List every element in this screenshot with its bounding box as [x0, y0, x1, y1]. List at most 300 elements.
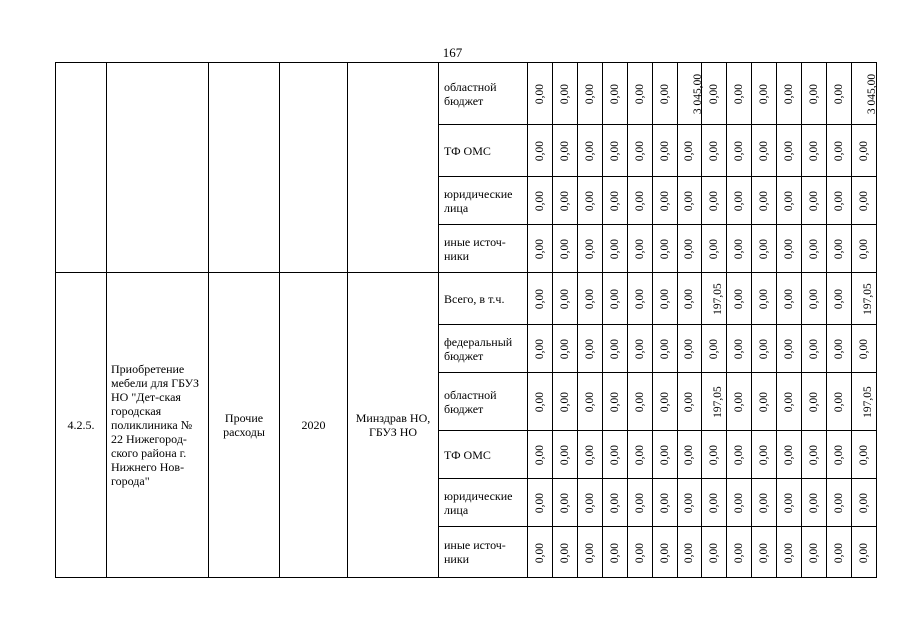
value-text: 0,00 — [583, 140, 596, 162]
value-text: 0,00 — [683, 492, 696, 514]
value-cell — [727, 273, 752, 325]
value-cell — [827, 431, 852, 479]
value-text: 197,05 — [861, 386, 874, 418]
value-cell — [802, 273, 827, 325]
value-text: 0,00 — [683, 338, 696, 360]
value-text: 0,00 — [857, 140, 870, 162]
value-cell — [851, 225, 876, 273]
value-text: 0,00 — [808, 238, 821, 260]
value-text: 0,00 — [608, 238, 621, 260]
value-cell — [528, 431, 553, 479]
value-text: 0,00 — [658, 238, 671, 260]
value-text: 0,00 — [683, 542, 696, 563]
value-cell — [627, 273, 652, 325]
value-cell — [802, 63, 827, 125]
value-text: 0,00 — [833, 83, 846, 105]
value-text: 0,00 — [558, 140, 571, 162]
value-text: 0,00 — [583, 391, 596, 413]
value-cell — [752, 527, 777, 578]
value-cell — [752, 177, 777, 225]
value-cell — [777, 373, 802, 431]
value-text: 197,05 — [712, 386, 725, 418]
value-cell — [528, 373, 553, 431]
value-text: 0,00 — [833, 288, 846, 310]
value-cell — [827, 273, 852, 325]
value-text: 0,00 — [633, 391, 646, 413]
value-text: 0,00 — [808, 190, 821, 212]
value-cell — [802, 177, 827, 225]
value-text: 0,00 — [783, 140, 796, 162]
funding-source-cell: ТФ ОМС — [439, 125, 528, 177]
value-text: 0,00 — [833, 542, 846, 563]
value-text: 0,00 — [533, 238, 546, 260]
value-text: 0,00 — [783, 288, 796, 310]
value-cell — [602, 479, 627, 527]
value-text: 0,00 — [558, 288, 571, 310]
funding-source-cell: иные источ-ники — [439, 527, 528, 578]
page-number: 167 — [442, 45, 463, 60]
value-text: 0,00 — [708, 338, 721, 360]
value-cell — [528, 325, 553, 373]
value-text: 0,00 — [808, 542, 821, 563]
value-text: 0,00 — [733, 542, 746, 563]
funding-source-cell: федеральный бюджет — [439, 325, 528, 373]
value-cell — [652, 225, 677, 273]
value-text: 0,00 — [683, 140, 696, 162]
value-cell — [827, 527, 852, 578]
value-cell — [652, 431, 677, 479]
value-text: 0,00 — [633, 338, 646, 360]
value-text: 0,00 — [533, 140, 546, 162]
value-text: 0,00 — [608, 288, 621, 310]
value-text: 0,00 — [658, 190, 671, 212]
value-text: 0,00 — [783, 190, 796, 212]
value-cell — [727, 125, 752, 177]
value-cell — [827, 63, 852, 125]
value-cell — [577, 527, 602, 578]
value-text: 0,00 — [708, 238, 721, 260]
value-cell — [528, 527, 553, 578]
value-text: 197,05 — [861, 283, 874, 315]
value-cell — [827, 225, 852, 273]
value-cell — [577, 325, 602, 373]
value-text: 0,00 — [808, 391, 821, 413]
value-text: 0,00 — [733, 238, 746, 260]
value-cell — [552, 325, 577, 373]
value-text: 0,00 — [558, 190, 571, 212]
value-text: 0,00 — [783, 238, 796, 260]
value-cell — [702, 431, 727, 479]
value-text: 0,00 — [733, 391, 746, 413]
value-text: 0,00 — [833, 492, 846, 514]
value-cell — [777, 177, 802, 225]
value-cell — [777, 225, 802, 273]
value-text: 0,00 — [708, 190, 721, 212]
value-cell — [777, 479, 802, 527]
value-text: 0,00 — [608, 190, 621, 212]
value-cell — [577, 177, 602, 225]
table-row — [56, 273, 877, 325]
value-text: 0,00 — [708, 492, 721, 514]
value-cell — [677, 63, 702, 125]
value-text: 0,00 — [558, 238, 571, 260]
value-cell — [802, 325, 827, 373]
value-cell — [702, 63, 727, 125]
value-cell — [652, 373, 677, 431]
value-cell — [727, 63, 752, 125]
value-text: 0,00 — [558, 83, 571, 105]
value-cell — [627, 479, 652, 527]
value-cell — [777, 527, 802, 578]
value-cell — [627, 373, 652, 431]
value-text: 0,00 — [633, 492, 646, 514]
value-text: 0,00 — [708, 140, 721, 162]
value-cell — [602, 373, 627, 431]
value-cell — [627, 177, 652, 225]
value-text: 0,00 — [583, 190, 596, 212]
executor-cell — [348, 63, 439, 273]
value-cell — [677, 225, 702, 273]
value-text: 0,00 — [558, 391, 571, 413]
value-cell — [727, 177, 752, 225]
value-text: 0,00 — [583, 83, 596, 105]
value-cell — [602, 177, 627, 225]
value-cell — [552, 177, 577, 225]
value-text: 0,00 — [733, 83, 746, 105]
value-cell — [577, 479, 602, 527]
value-text: 0,00 — [533, 542, 546, 563]
value-cell — [727, 527, 752, 578]
value-cell — [827, 325, 852, 373]
value-cell — [577, 273, 602, 325]
value-cell — [677, 373, 702, 431]
value-text: 0,00 — [558, 444, 571, 466]
value-cell — [702, 373, 727, 431]
value-cell — [827, 177, 852, 225]
value-text: 0,00 — [683, 238, 696, 260]
value-text: 0,00 — [808, 83, 821, 105]
value-text: 0,00 — [808, 288, 821, 310]
budget-table — [55, 62, 877, 578]
value-cell — [827, 373, 852, 431]
measure-number-cell: 4.2.5. — [56, 273, 107, 578]
value-text: 0,00 — [857, 338, 870, 360]
value-cell — [777, 431, 802, 479]
value-cell — [702, 479, 727, 527]
value-cell — [752, 325, 777, 373]
value-cell — [552, 273, 577, 325]
value-cell — [752, 225, 777, 273]
value-text: 0,00 — [733, 492, 746, 514]
value-cell — [752, 431, 777, 479]
value-cell — [552, 479, 577, 527]
value-text: 0,00 — [658, 140, 671, 162]
value-text: 0,00 — [658, 391, 671, 413]
expense-type-cell: Прочие расходы — [209, 273, 280, 578]
value-text: 0,00 — [533, 338, 546, 360]
value-cell — [727, 373, 752, 431]
value-text: 3 045,00 — [691, 73, 704, 115]
value-text: 0,00 — [783, 391, 796, 413]
value-text: 0,00 — [658, 444, 671, 466]
value-cell — [528, 273, 553, 325]
value-cell — [528, 125, 553, 177]
value-cell — [652, 479, 677, 527]
value-text: 0,00 — [658, 338, 671, 360]
value-cell — [602, 431, 627, 479]
value-cell — [702, 527, 727, 578]
value-text: 0,00 — [633, 238, 646, 260]
value-text: 0,00 — [633, 190, 646, 212]
value-cell — [802, 225, 827, 273]
value-cell — [677, 325, 702, 373]
value-text: 0,00 — [758, 190, 771, 212]
value-cell — [627, 527, 652, 578]
value-cell — [627, 225, 652, 273]
value-cell — [677, 479, 702, 527]
value-text: 0,00 — [533, 288, 546, 310]
value-text: 0,00 — [833, 238, 846, 260]
value-text: 0,00 — [833, 338, 846, 360]
value-text: 0,00 — [857, 492, 870, 514]
value-cell — [602, 527, 627, 578]
value-text: 0,00 — [708, 444, 721, 466]
value-cell — [528, 479, 553, 527]
value-text: 0,00 — [583, 444, 596, 466]
value-text: 0,00 — [808, 338, 821, 360]
executor-cell: Минздрав НО, ГБУЗ НО — [348, 273, 439, 578]
value-text: 0,00 — [708, 542, 721, 563]
value-cell — [652, 325, 677, 373]
value-cell — [702, 325, 727, 373]
value-text: 0,00 — [808, 492, 821, 514]
funding-source-cell: ТФ ОМС — [439, 431, 528, 479]
value-text: 0,00 — [758, 288, 771, 310]
value-text: 0,00 — [758, 391, 771, 413]
value-text: 0,00 — [783, 492, 796, 514]
value-cell — [777, 273, 802, 325]
value-cell — [627, 63, 652, 125]
value-cell — [577, 225, 602, 273]
value-cell — [851, 325, 876, 373]
value-cell — [677, 177, 702, 225]
value-cell — [528, 177, 553, 225]
value-cell — [627, 325, 652, 373]
value-text: 0,00 — [608, 338, 621, 360]
value-cell — [627, 431, 652, 479]
value-cell — [851, 373, 876, 431]
value-cell — [727, 431, 752, 479]
value-text: 0,00 — [758, 338, 771, 360]
value-cell — [802, 431, 827, 479]
value-cell — [652, 177, 677, 225]
value-text: 0,00 — [533, 492, 546, 514]
value-cell — [552, 527, 577, 578]
value-cell — [552, 431, 577, 479]
value-cell — [677, 431, 702, 479]
value-text: 0,00 — [583, 238, 596, 260]
value-cell — [602, 225, 627, 273]
value-text: 0,00 — [857, 542, 870, 563]
value-cell — [752, 373, 777, 431]
value-cell — [528, 225, 553, 273]
value-cell — [627, 125, 652, 177]
value-cell — [702, 273, 727, 325]
value-text: 0,00 — [833, 140, 846, 162]
value-text: 0,00 — [758, 83, 771, 105]
value-cell — [851, 273, 876, 325]
value-text: 0,00 — [758, 238, 771, 260]
value-cell — [552, 373, 577, 431]
value-text: 0,00 — [733, 190, 746, 212]
funding-source-cell: юридические лица — [439, 177, 528, 225]
value-text: 0,00 — [808, 140, 821, 162]
funding-source-cell: юридические лица — [439, 479, 528, 527]
value-cell — [752, 125, 777, 177]
value-text: 0,00 — [733, 444, 746, 466]
value-text: 0,00 — [857, 190, 870, 212]
value-cell — [727, 479, 752, 527]
value-cell — [677, 273, 702, 325]
value-text: 0,00 — [633, 83, 646, 105]
value-text: 0,00 — [658, 542, 671, 563]
value-text: 0,00 — [608, 492, 621, 514]
value-text: 0,00 — [783, 83, 796, 105]
value-cell — [727, 225, 752, 273]
value-cell — [827, 479, 852, 527]
value-text: 0,00 — [533, 83, 546, 105]
value-cell — [851, 63, 879, 125]
value-text: 0,00 — [558, 542, 571, 563]
table-row — [56, 63, 877, 125]
funding-source-cell: областной бюджет — [439, 373, 528, 431]
value-cell — [702, 225, 727, 273]
value-text: 0,00 — [658, 83, 671, 105]
value-cell — [577, 431, 602, 479]
measure-number-cell — [56, 63, 107, 273]
value-cell — [777, 125, 802, 177]
value-cell — [652, 125, 677, 177]
value-text: 0,00 — [608, 542, 621, 563]
value-text: 0,00 — [733, 288, 746, 310]
value-text: 0,00 — [633, 288, 646, 310]
value-cell — [652, 63, 677, 125]
value-text: 0,00 — [583, 542, 596, 563]
value-text: 0,00 — [683, 391, 696, 413]
value-cell — [652, 273, 677, 325]
value-text: 0,00 — [708, 83, 721, 105]
value-text: 0,00 — [683, 444, 696, 466]
value-cell — [851, 431, 876, 479]
value-text: 0,00 — [633, 542, 646, 563]
value-cell — [577, 125, 602, 177]
value-text: 0,00 — [608, 83, 621, 105]
value-text: 3 045,00 — [866, 73, 879, 115]
value-text: 0,00 — [608, 444, 621, 466]
value-cell — [802, 373, 827, 431]
value-text: 0,00 — [683, 190, 696, 212]
value-text: 0,00 — [783, 444, 796, 466]
value-cell — [677, 527, 702, 578]
value-text: 0,00 — [857, 444, 870, 466]
value-cell — [851, 479, 876, 527]
funding-source-cell: иные источ-ники — [439, 225, 528, 273]
funding-source-cell: Всего, в т.ч. — [439, 273, 528, 325]
value-cell — [652, 527, 677, 578]
value-text: 0,00 — [558, 492, 571, 514]
value-text: 0,00 — [783, 542, 796, 563]
value-cell — [552, 125, 577, 177]
value-text: 0,00 — [733, 338, 746, 360]
measure-description-cell — [107, 63, 209, 273]
value-cell — [577, 373, 602, 431]
value-text: 0,00 — [808, 444, 821, 466]
value-text: 0,00 — [857, 238, 870, 260]
value-cell — [602, 273, 627, 325]
value-text: 0,00 — [633, 140, 646, 162]
value-text: 0,00 — [583, 288, 596, 310]
value-cell — [552, 63, 577, 125]
value-cell — [752, 273, 777, 325]
value-text: 0,00 — [758, 444, 771, 466]
value-text: 0,00 — [558, 338, 571, 360]
value-cell — [602, 125, 627, 177]
value-cell — [602, 325, 627, 373]
value-text: 0,00 — [658, 288, 671, 310]
value-text: 0,00 — [758, 140, 771, 162]
value-text: 0,00 — [833, 444, 846, 466]
value-cell — [851, 125, 876, 177]
value-cell — [777, 325, 802, 373]
value-cell — [727, 325, 752, 373]
value-cell — [777, 63, 802, 125]
value-cell — [677, 125, 702, 177]
year-cell: 2020 — [280, 273, 348, 578]
value-cell — [528, 63, 553, 125]
value-cell — [827, 125, 852, 177]
value-cell — [802, 527, 827, 578]
value-cell — [802, 125, 827, 177]
value-cell — [851, 527, 876, 578]
year-cell — [280, 63, 348, 273]
budget-table-body — [56, 63, 877, 578]
measure-description-cell: Приобретение мебели для ГБУЗ НО "Дет-ская городская поликлиника № 22 Нижегород-ского района г. Нижнего Нов-города" — [107, 273, 209, 578]
value-text: 0,00 — [683, 288, 696, 310]
value-cell — [752, 479, 777, 527]
value-text: 0,00 — [608, 140, 621, 162]
value-cell — [577, 63, 602, 125]
value-text: 0,00 — [758, 542, 771, 563]
value-text: 0,00 — [833, 391, 846, 413]
value-text: 0,00 — [758, 492, 771, 514]
expense-type-cell — [209, 63, 280, 273]
value-cell — [702, 177, 727, 225]
value-text: 0,00 — [533, 391, 546, 413]
value-text: 0,00 — [533, 190, 546, 212]
value-text: 0,00 — [658, 492, 671, 514]
value-text: 0,00 — [633, 444, 646, 466]
value-text: 197,05 — [712, 283, 725, 315]
value-cell — [851, 177, 876, 225]
value-text: 0,00 — [583, 492, 596, 514]
value-cell — [552, 225, 577, 273]
value-text: 0,00 — [733, 140, 746, 162]
value-text: 0,00 — [533, 444, 546, 466]
value-text: 0,00 — [583, 338, 596, 360]
funding-source-cell: областной бюджет — [439, 63, 528, 125]
value-cell — [752, 63, 777, 125]
value-cell — [802, 479, 827, 527]
